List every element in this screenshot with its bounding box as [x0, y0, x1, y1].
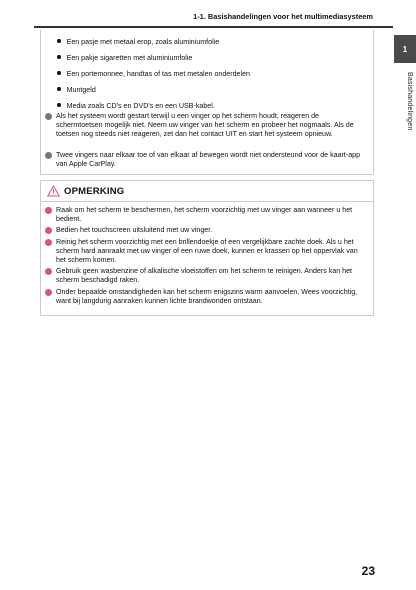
- sub-bullet-text: Een pasje met metaal erop, zoals aluminiumfolie: [66, 38, 220, 46]
- notice-item: [45, 288, 367, 306]
- page-header-title: 1-1. Basishandelingen voor het multimediasysteem: [193, 12, 373, 21]
- notice-header: [47, 185, 124, 197]
- pink-bullet-icon: [45, 239, 52, 246]
- bullet-icon: [57, 71, 61, 75]
- info-paragraph: [45, 112, 367, 139]
- notice-item: [45, 206, 367, 224]
- notice-title: OPMERKING: [64, 185, 125, 197]
- notice-item: [45, 238, 367, 265]
- pink-bullet-icon: [45, 268, 52, 275]
- warning-triangle-icon: [47, 185, 60, 197]
- sub-bullet-text: Een portemonnee, handtas of tas met metalen onderdelen: [66, 70, 250, 78]
- sub-bullet-item: [57, 102, 215, 111]
- notice-item-text: Reinig het scherm voorzichtig met een brillendoekje of een vergelijkbare zachte doek. Als u het scherm hard aanraakt met uw vinger of een ruwe doek, kunnen er krassen op het oppervlak van het scherm komen.: [56, 238, 358, 265]
- sub-bullet-item: [57, 70, 250, 79]
- sub-bullet-item: [57, 54, 192, 63]
- bullet-icon: [57, 55, 61, 59]
- sub-bullet-text: Media zoals CD's en DVD's en een USB-kabel.: [66, 102, 215, 110]
- notice-item-text: Raak om het scherm te beschermen, het scherm voorzichtig met uw vinger aan wanneer u het bedient.: [56, 206, 353, 224]
- notice-item-text: Bedien het touchscreen uitsluitend met uw vinger.: [56, 226, 213, 234]
- page-number: 23: [361, 564, 375, 578]
- pink-bullet-icon: [45, 227, 52, 234]
- notice-divider: [41, 201, 373, 202]
- gray-bullet-icon: [45, 113, 52, 120]
- info-paragraph-text: Als het systeem wordt gestart terwijl u een vinger op het scherm houdt, reageren de schermtoetsen mogelijk niet. Neem uw vinger van het scherm en probeer het nogmaals. Als de toetsen nog steeds niet reageren, zet dan het contact UIT en start het systeem opnieuw.: [56, 112, 354, 139]
- notice-item: [45, 267, 367, 285]
- pink-bullet-icon: [45, 207, 52, 214]
- notice-item-text: Onder bepaalde omstandigheden kan het scherm enigszins warm aanvoelen. Wees voorzichtig, want bij langdurig aanraken kunnen lichte brandwonden ontstaan.: [56, 288, 358, 306]
- gray-bullet-icon: [45, 152, 52, 159]
- bullet-icon: [57, 39, 61, 43]
- chapter-number: 1: [402, 44, 408, 54]
- bullet-icon: [57, 87, 61, 91]
- header-rule: [34, 26, 393, 28]
- notice-box: [40, 180, 374, 316]
- notice-item-text: Gebruik geen wasbenzine of alkalische vloeistoffen om het scherm te reinigen. Anders kan het scherm beschadigd raken.: [56, 267, 353, 285]
- sub-bullet-item: [57, 38, 219, 47]
- sub-bullet-text: Muntgeld: [66, 86, 96, 94]
- pink-bullet-icon: [45, 289, 52, 296]
- info-paragraph-text: Twee vingers naar elkaar toe of van elkaar af bewegen wordt niet ondersteund voor de kaart-app van Apple CarPlay.: [56, 151, 361, 169]
- top-content-box: [40, 30, 374, 175]
- sub-bullet-item: [57, 86, 96, 95]
- chapter-tab: [394, 35, 416, 63]
- bullet-icon: [57, 103, 61, 107]
- info-paragraph: [45, 151, 367, 169]
- notice-item: [45, 226, 367, 235]
- sub-bullet-text: Een pakje sigaretten met aluminiumfolie: [66, 54, 193, 62]
- chapter-label: Basishandelingen: [406, 72, 413, 131]
